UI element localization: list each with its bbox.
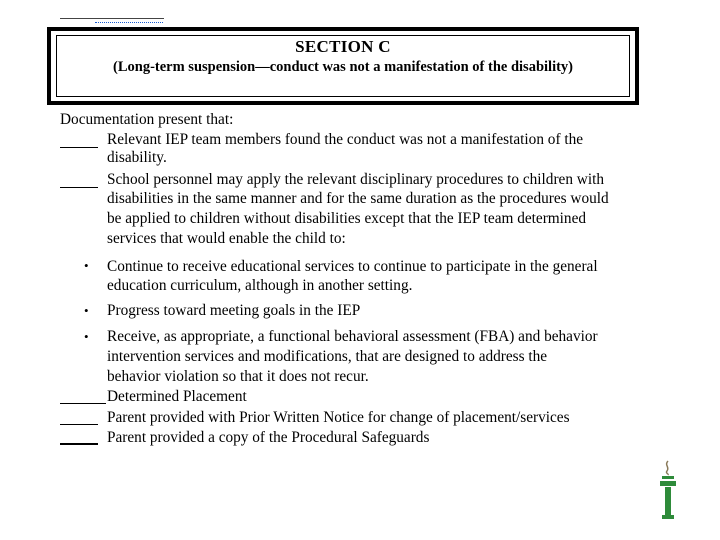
- section-subtitle: (Long-term suspension—conduct was not a manifestation of the disability): [113, 59, 573, 75]
- check-procedural-safeguards: Parent provided a copy of the Procedural Safeguards: [107, 429, 430, 446]
- check-determined-placement: Determined Placement: [107, 388, 247, 405]
- bullet-dot-3: •: [84, 329, 89, 344]
- bullet-2-line-1: Progress toward meeting goals in the IEP: [107, 302, 361, 319]
- bullet-dot-2: •: [84, 303, 89, 318]
- section-title: SECTION C: [295, 37, 391, 56]
- checkbox-blank-3[interactable]: [60, 403, 106, 404]
- bullet-3-line-2: intervention services and modifications, that are designed to address the: [107, 348, 548, 365]
- top-rule-squiggle: [95, 19, 163, 23]
- item-2-line-4: services that would enable the child to:: [107, 230, 346, 247]
- item-2-line-1: School personnel may apply the relevant disciplinary procedures to children with: [107, 171, 605, 188]
- checkbox-blank-5[interactable]: [60, 443, 98, 445]
- item-1-line-2: disability.: [107, 149, 167, 166]
- intro-text: Documentation present that:: [60, 111, 234, 128]
- bullet-1-line-2: education curriculum, although in another setting.: [107, 277, 413, 294]
- item-1-line-1: Relevant IEP team members found the conduct was not a manifestation of the: [107, 131, 584, 148]
- item-2-line-2: disabilities in the same manner and for the same duration as the procedures would: [107, 190, 609, 207]
- bullet-1-line-1: Continue to receive educational services to continue to participate in the general: [107, 258, 598, 275]
- checkbox-blank-2[interactable]: [60, 187, 98, 188]
- item-2-line-3: be applied to children without disabilities except that the IEP team determined: [107, 210, 587, 227]
- section-header-box: [48, 28, 638, 104]
- bullet-dot-1: •: [84, 258, 89, 273]
- checkbox-blank-4[interactable]: [60, 424, 98, 425]
- checkbox-blank-1[interactable]: [60, 147, 98, 148]
- bullet-3-line-1: Receive, as appropriate, a functional behavioral assessment (FBA) and behavior: [107, 328, 598, 345]
- torch-icon: [658, 459, 678, 521]
- check-prior-written-notice: Parent provided with Prior Written Notice for change of placement/services: [107, 409, 570, 426]
- bullet-3-line-3: behavior violation so that it does not recur.: [107, 368, 369, 385]
